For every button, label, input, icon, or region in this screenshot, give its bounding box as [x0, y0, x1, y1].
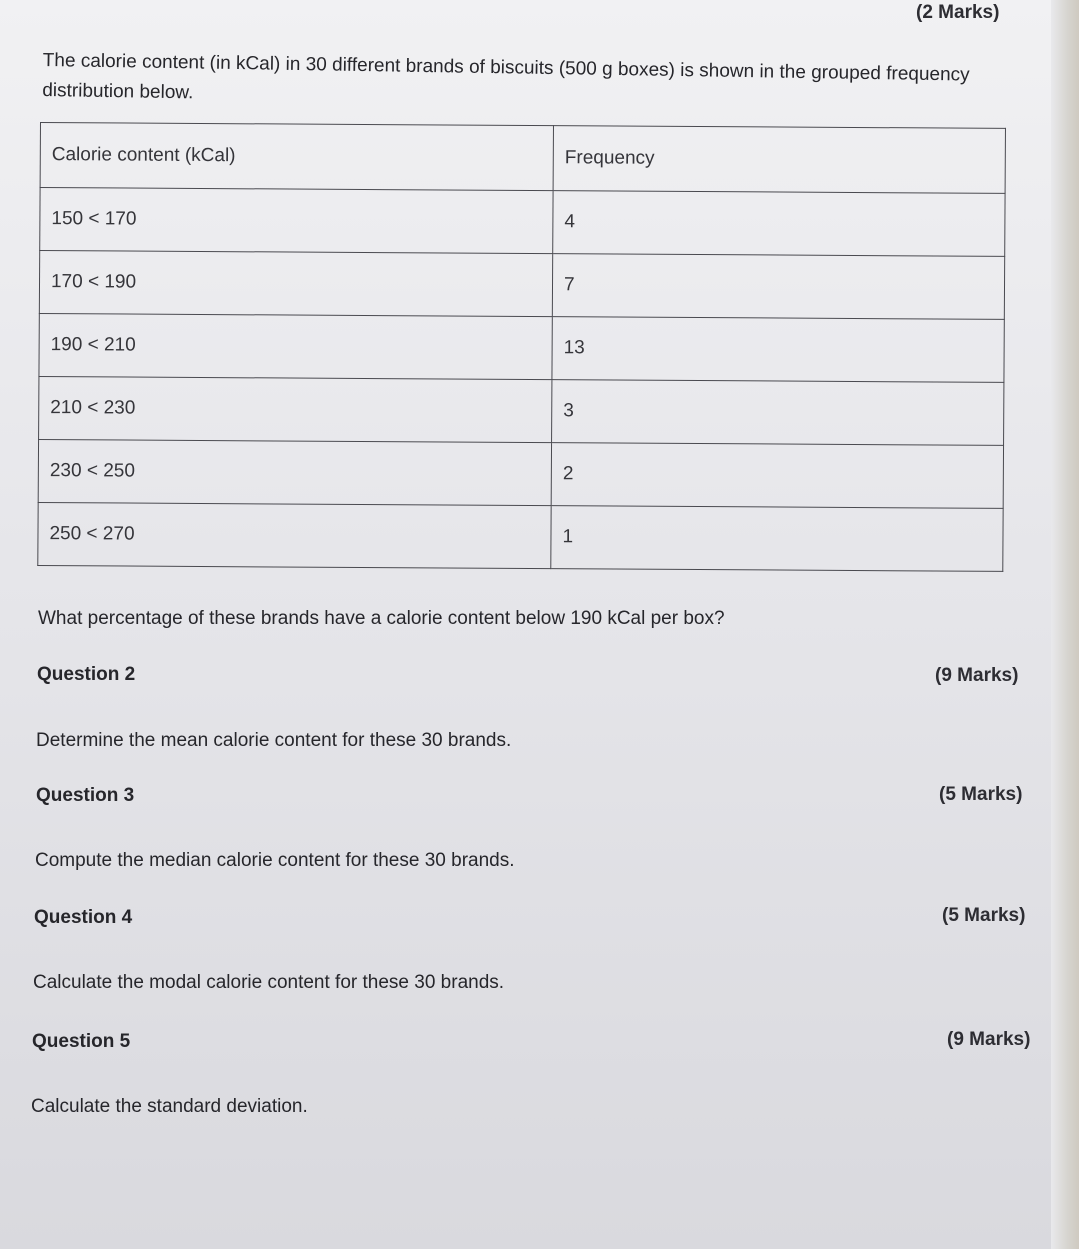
- question-3-marks: (5 Marks): [939, 784, 1023, 805]
- frequency-cell: 3: [552, 380, 1004, 446]
- frequency-cell: 1: [551, 506, 1003, 572]
- range-cell: 170 < 190: [39, 251, 552, 317]
- question-1-text: What percentage of these brands have a calorie content below 190 kCal per box?: [38, 608, 725, 629]
- question-4-marks: (5 Marks): [942, 905, 1026, 926]
- question-2-marks: (9 Marks): [935, 665, 1019, 686]
- frequency-table: [37, 122, 1006, 572]
- table-row: [40, 188, 1005, 257]
- question-2-text: Determine the mean calorie content for these 30 brands.: [36, 730, 512, 751]
- question-5-marks: (9 Marks): [947, 1029, 1031, 1050]
- question-4-text: Calculate the modal calorie content for these 30 brands.: [33, 972, 505, 993]
- table-row: [38, 439, 1003, 508]
- paper-edge: [1051, 0, 1079, 1249]
- range-cell: 230 < 250: [38, 439, 551, 505]
- range-cell: 210 < 230: [39, 376, 552, 442]
- table-row: [39, 313, 1004, 382]
- question-5-text: Calculate the standard deviation.: [31, 1096, 308, 1117]
- range-cell: 190 < 210: [39, 313, 552, 379]
- question-5-heading: Question 5: [32, 1031, 131, 1052]
- question-3-heading: Question 3: [36, 785, 135, 806]
- frequency-cell: 4: [553, 191, 1005, 257]
- range-cell: 250 < 270: [38, 502, 551, 568]
- question-3-text: Compute the median calorie content for these 30 brands.: [35, 850, 515, 871]
- frequency-cell: 13: [552, 317, 1004, 383]
- frequency-cell: 2: [551, 443, 1003, 509]
- header-calorie-content: Calorie content (kCal): [40, 123, 553, 191]
- intro-paragraph: The calorie content (in kCal) in 30 different brands of biscuits (500 g boxes) is shown in the grouped frequency distribution below.: [42, 49, 970, 104]
- question-4-heading: Question 4: [34, 907, 133, 928]
- table-row: [39, 376, 1004, 445]
- frequency-cell: 7: [552, 254, 1004, 320]
- table-row: [39, 251, 1004, 320]
- header-frequency: Frequency: [553, 126, 1005, 194]
- question-2-heading: Question 2: [37, 664, 136, 685]
- question-1-marks: (2 Marks): [916, 2, 1000, 23]
- range-cell: 150 < 170: [40, 188, 553, 254]
- table-header-row: [40, 123, 1005, 194]
- table-row: [38, 502, 1003, 571]
